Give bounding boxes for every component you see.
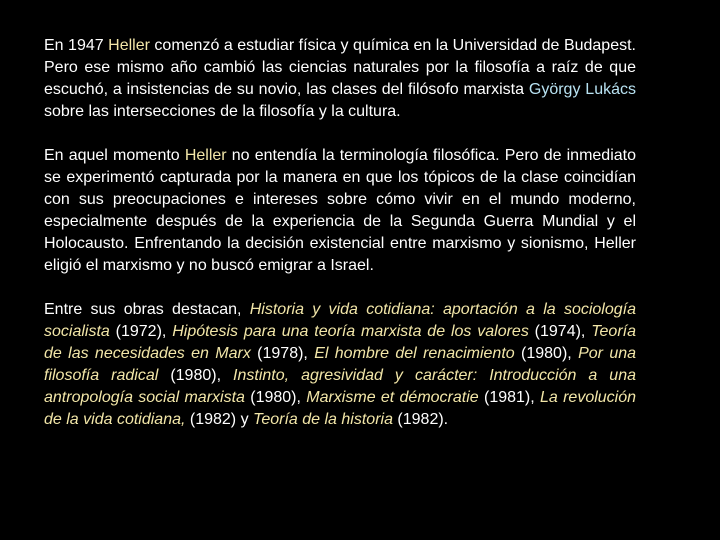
p2-text-2: no entendía la terminología filosófica. Pero de inmediato se experimentó capturada por la manera en que los tópicos de la clase coincidían con sus preocupaciones e intereses sobre cómo vivir en el mundo moderno, especialmente después de la experiencia de la Segunda Guerra Mundial y el Holocausto. Enfrentando la decisión existencial entre marxismo y sionismo, Heller eligió el marxismo y no buscó emigrar a Israel. bbox=[44, 147, 637, 274]
p1-text-3: sobre las intersecciones de la filosofía y la cultura. bbox=[44, 103, 401, 120]
work-year: (1982) y bbox=[185, 411, 254, 428]
work-year: (1981), bbox=[478, 389, 540, 406]
work-title: Historia y vida cotidiana: aportación a la sociología socialista bbox=[44, 301, 637, 340]
work-title: Marxisme et démocratie bbox=[306, 389, 479, 406]
work-title: El hombre del renacimiento bbox=[314, 345, 515, 362]
work-year: (1974), bbox=[528, 323, 592, 340]
work-year: (1980), bbox=[244, 389, 307, 406]
work-title: Hipótesis para una teoría marxista de los valores bbox=[172, 323, 529, 340]
work-year: (1980), bbox=[158, 367, 234, 384]
p3-intro: Entre sus obras destacan, bbox=[44, 301, 250, 318]
work-year: (1980), bbox=[514, 345, 579, 362]
work-title: La revolución de la vida cotidiana, bbox=[44, 389, 637, 428]
work-year: (1972), bbox=[109, 323, 173, 340]
text-body bbox=[44, 35, 636, 431]
work-title: Teoría de la historia bbox=[253, 411, 393, 428]
work-year: (1978), bbox=[250, 345, 315, 362]
work-title: Instinto, agresividad y carácter: Introducción a una antropología social marxista bbox=[44, 367, 637, 406]
p1-text-1: En 1947 bbox=[44, 37, 109, 54]
name-heller: Heller bbox=[184, 147, 227, 164]
p1-text-2: comenzó a estudiar física y química en la Universidad de Budapest. Pero ese mismo año cambió las ciencias naturales por la filosofía a raíz de que escuchó, a insistencias de su novio, las clases del filósofo marxista bbox=[44, 37, 636, 98]
work-year: (1982). bbox=[392, 411, 449, 428]
paragraph-3 bbox=[44, 299, 636, 431]
work-title: Teoría de las necesidades en Marx bbox=[44, 323, 636, 362]
name-lukacs: György Lukács bbox=[528, 81, 637, 98]
name-heller: Heller bbox=[108, 37, 150, 54]
p2-text-1: En aquel momento bbox=[44, 147, 185, 164]
paragraph-1 bbox=[44, 35, 636, 123]
work-title: Por una filosofía radical bbox=[44, 345, 637, 384]
paragraph-2 bbox=[44, 145, 636, 277]
